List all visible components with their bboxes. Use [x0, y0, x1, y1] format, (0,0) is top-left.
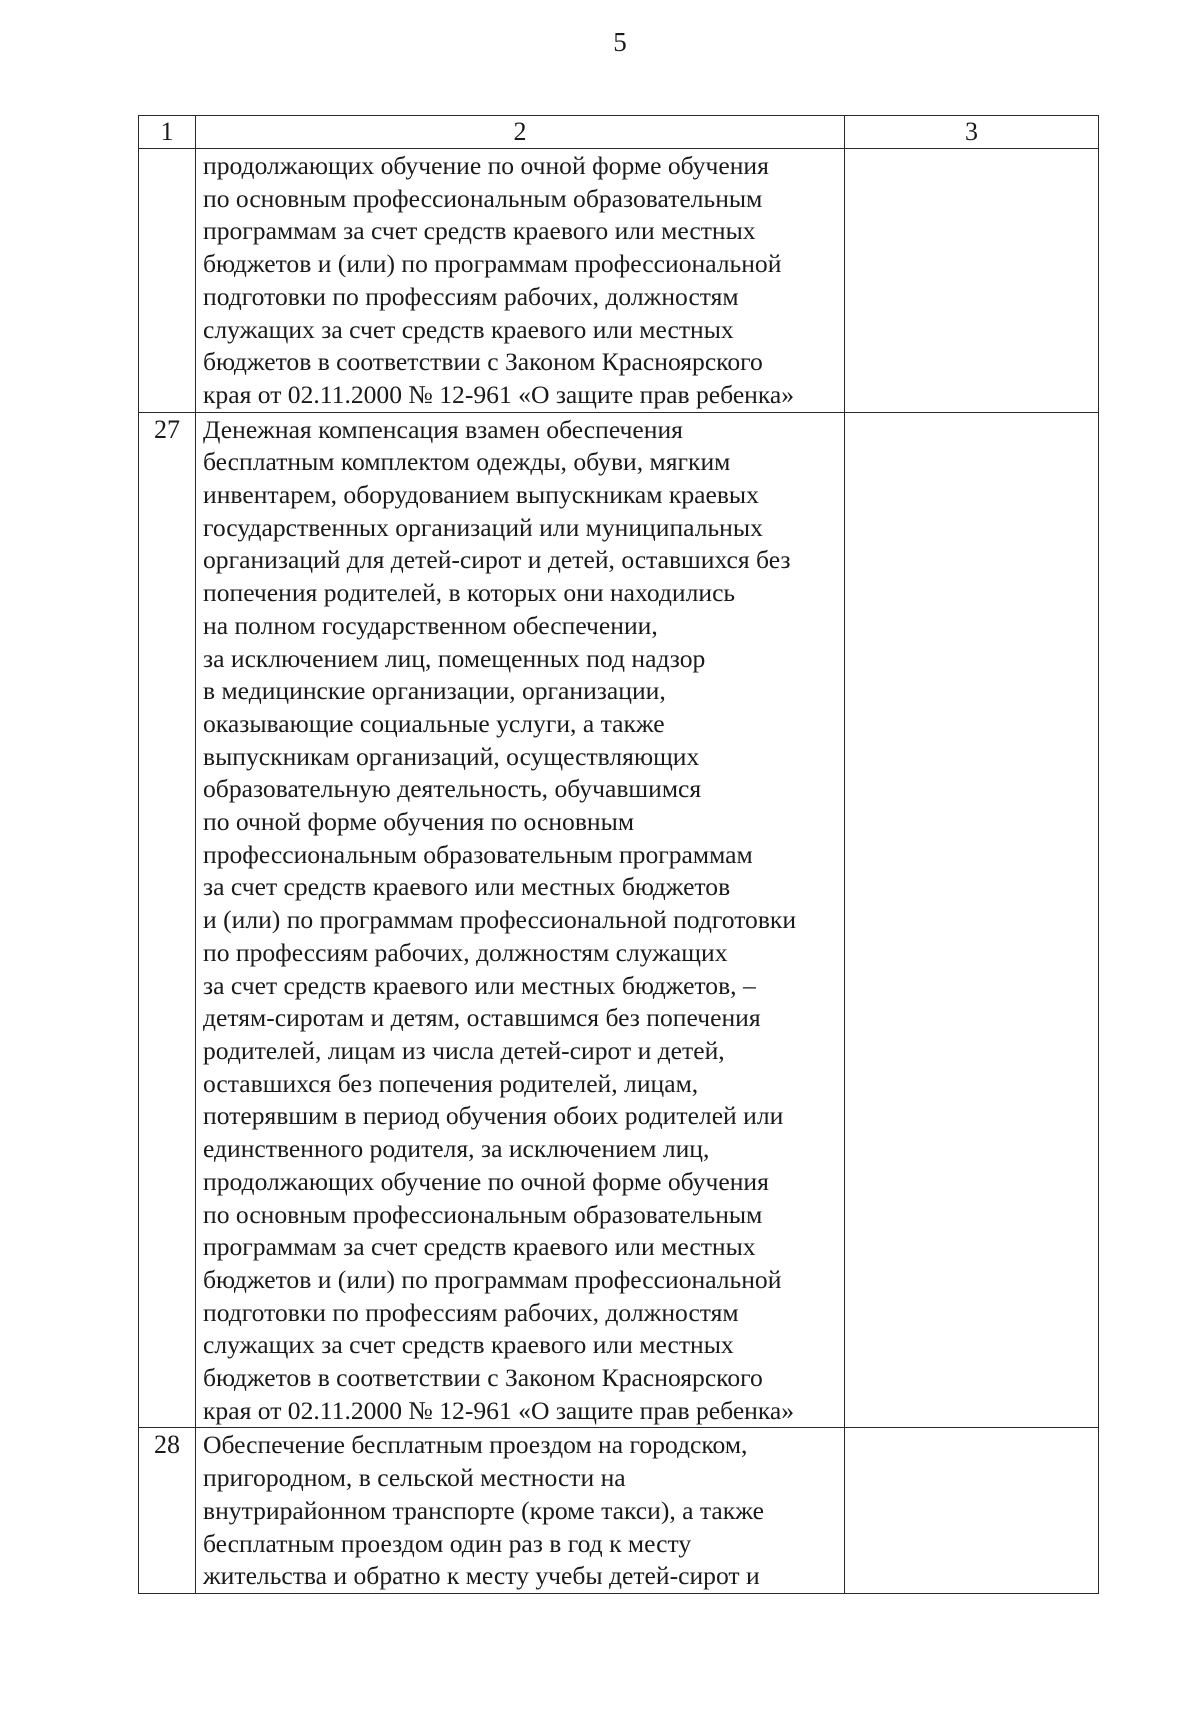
description-line: за счет средств краевого или местных бюджетов — [203, 872, 731, 902]
description-line: за счет средств краевого или местных бюджетов, – — [203, 970, 756, 1000]
description-line: служащих за счет средств краевого или местных — [203, 314, 734, 344]
description-line: служащих за счет средств краевого или местных — [203, 1330, 734, 1360]
row-description — [196, 149, 845, 413]
description-line: оказывающие социальные услуги, а также — [203, 708, 665, 738]
benefits-table — [138, 115, 1099, 1594]
table-row — [139, 412, 1099, 1428]
row-col-3 — [845, 149, 1099, 413]
description-line: образовательную деятельность, обучавшимся — [203, 774, 702, 804]
description-line: за исключением лиц, помещенных под надзор — [203, 643, 706, 673]
description-line: внутрирайонном транспорте (кроме такси), а также — [203, 1495, 764, 1525]
description-line: по основным профессиональным образовательным — [203, 183, 763, 213]
description-line: по очной форме обучения по основным — [203, 807, 635, 837]
description-line: бюджетов и (или) по программам профессиональной — [203, 249, 782, 279]
header-col-3: 3 — [845, 116, 1099, 149]
description-line: бюджетов в соответствии с Законом Красноярского — [203, 347, 763, 377]
description-line: жительства и обратно к месту учебы детей-сирот и — [203, 1561, 760, 1591]
description-line: по основным профессиональным образовательным — [203, 1199, 763, 1229]
table-row — [139, 1428, 1099, 1594]
header-col-2: 2 — [196, 116, 845, 149]
description-line: края от 02.11.2000 № 12-961 «О защите прав ребенка» — [203, 379, 795, 409]
table-header-row — [139, 116, 1099, 149]
description-line: Обеспечение бесплатным проездом на городском, — [203, 1430, 748, 1460]
description-line: в медицинские организации, организации, — [203, 676, 666, 706]
description-line: бюджетов и (или) по программам профессиональной — [203, 1264, 782, 1294]
description-line: программам за счет средств краевого или местных — [203, 216, 756, 246]
description-line: Денежная компенсация взамен обеспечения — [203, 414, 683, 444]
description-line: программам за счет средств краевого или местных — [203, 1232, 756, 1262]
description-line: профессиональным образовательным программам — [203, 839, 753, 869]
description-line: пригородном, в сельской местности на — [203, 1463, 626, 1493]
row-number: 27 — [139, 412, 196, 1428]
description-line: по профессиям рабочих, должностям служащих — [203, 937, 728, 967]
row-number: 28 — [139, 1428, 196, 1594]
description-line: государственных организаций или муниципальных — [203, 512, 763, 542]
description-line: бюджетов в соответствии с Законом Красноярского — [203, 1363, 763, 1393]
description-line: единственного родителя, за исключением лиц, — [203, 1134, 710, 1164]
description-line: потерявшим в период обучения обоих родителей или — [203, 1101, 784, 1131]
description-line: на полном государственном обеспечении, — [203, 610, 658, 640]
description-line: организаций для детей-сирот и детей, оставшихся без — [203, 545, 791, 575]
description-line: бесплатным комплектом одежды, обуви, мягким — [203, 447, 731, 477]
page-number: 5 — [613, 27, 627, 57]
description-line: продолжающих обучение по очной форме обучения — [203, 1166, 769, 1196]
row-col-3 — [845, 412, 1099, 1428]
description-line: подготовки по профессиям рабочих, должностям — [203, 1297, 739, 1327]
description-line: продолжающих обучение по очной форме обучения — [203, 151, 769, 180]
header-col-1: 1 — [139, 116, 196, 149]
description-line: подготовки по профессиям рабочих, должностям — [203, 281, 739, 311]
row-col-3 — [845, 1428, 1099, 1594]
description-line: родителей, лицам из числа детей-сирот и детей, — [203, 1035, 725, 1065]
description-line: бесплатным проездом один раз в год к месту — [203, 1528, 692, 1558]
description-line: выпускникам организаций, осуществляющих — [203, 741, 700, 771]
table-row — [139, 149, 1099, 413]
row-number — [139, 149, 196, 413]
description-line: и (или) по программам профессиональной подготовки — [203, 905, 797, 935]
row-description — [196, 412, 845, 1428]
description-line: края от 02.11.2000 № 12-961 «О защите прав ребенка» — [203, 1395, 795, 1425]
description-line: попечения родителей, в которых они находились — [203, 578, 736, 608]
row-description — [196, 1428, 845, 1594]
description-line: инвентарем, оборудованием выпускникам краевых — [203, 480, 759, 510]
description-line: детям-сиротам и детям, оставшимся без попечения — [203, 1003, 761, 1033]
description-line: оставшихся без попечения родителей, лицам, — [203, 1068, 699, 1098]
